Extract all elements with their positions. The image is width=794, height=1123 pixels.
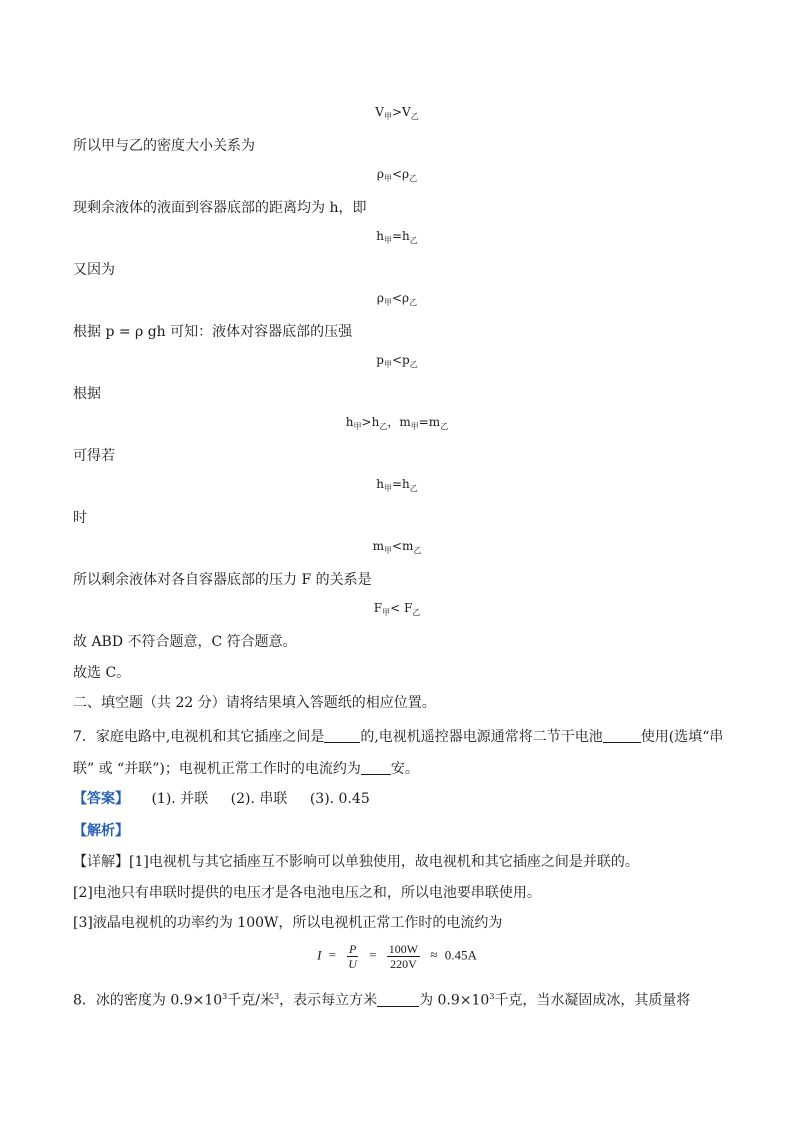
formula-subscript: 乙 <box>440 422 449 431</box>
formula-result: 0.45A <box>444 947 477 963</box>
formula-symbol: F <box>373 601 383 615</box>
answer-item-1: (1). 并联 <box>151 791 209 807</box>
step-formula <box>0 352 794 373</box>
answer-item-3: (3). 0.45 <box>309 791 370 807</box>
formula-symbol: < <box>391 167 403 181</box>
formula-subscript: 乙 <box>409 298 418 307</box>
formula-subscript: 甲 <box>382 608 391 617</box>
formula-symbol: V <box>375 105 384 119</box>
formula-symbol: > <box>391 105 403 119</box>
step-formula <box>0 290 794 311</box>
formula-symbol: F <box>400 601 413 615</box>
formula-symbol: ρ <box>376 291 384 305</box>
formula-subscript: 甲 <box>383 112 392 121</box>
analysis-line <box>73 822 129 840</box>
detail-line-2: [2]电池只有串联时提供的电压才是各电池电压之和，所以电池要串联使用。 <box>73 885 541 901</box>
formula-symbol: m <box>402 539 414 553</box>
formula-approx: ≈ <box>430 947 438 963</box>
formula-symbol: h <box>402 229 410 243</box>
formula-symbol: p <box>402 353 410 367</box>
analysis-tag: 【解析】 <box>73 823 129 839</box>
formula-eq-2: = <box>369 947 377 963</box>
q8-blank-1 <box>377 992 419 1007</box>
step-text: 现剩余液体的液面到容器底部的距离均为 h，即 <box>73 200 367 216</box>
formula-symbol: V <box>402 105 411 119</box>
q8-exp-3: 3 <box>489 992 495 1001</box>
fraction-numerator-1: P <box>348 942 357 956</box>
formula-subscript: 甲 <box>410 422 419 431</box>
formula-lhs: I <box>317 947 322 963</box>
formula-symbol: = <box>391 477 403 491</box>
fraction-denominator-1: U <box>348 957 357 971</box>
detail-text-1: [1]电视机与其它插座互不影响可以单独使用，故电视机和其它插座之间是并联的。 <box>129 854 639 870</box>
q7-text-1: 7．家庭电路中,电视机和其它插座之间是 <box>73 729 325 745</box>
formula-subscript: 甲 <box>383 484 392 493</box>
question-7-line-2 <box>73 760 419 778</box>
step-text: 可得若 <box>73 448 115 464</box>
formula-symbol: m <box>399 415 411 429</box>
answer-line <box>73 790 370 808</box>
formula-subscript: 乙 <box>410 112 419 121</box>
fraction-p-over-u <box>346 942 359 971</box>
step-formula <box>0 600 794 621</box>
q7-text-5: 安。 <box>390 761 419 777</box>
q8-text-5: 千克，当水凝固成冰，其质量将 <box>494 992 691 1009</box>
detail-line-1 <box>73 853 639 871</box>
step-text: 又因为 <box>73 262 115 278</box>
formula-subscript: 甲 <box>383 236 392 245</box>
detail-tag: 【详解】 <box>73 854 129 870</box>
step-text: 时 <box>73 510 87 526</box>
section-heading: 二、填空题（共 22 分）请将结果填入答题纸的相应位置。 <box>73 695 436 711</box>
q7-text-4: 联” 或 “并联”)；电视机正常工作时的电流约为 <box>73 761 361 777</box>
fraction-denominator-2: 220V <box>390 957 417 971</box>
formula-symbol: p <box>376 353 384 367</box>
step-formula <box>0 476 794 497</box>
fraction-numerator-2: 100W <box>388 942 419 956</box>
formula-subscript: 甲 <box>383 174 392 183</box>
formula-symbol: = <box>418 415 429 429</box>
formula-symbol: < <box>390 601 401 615</box>
formula-symbol: ρ <box>402 291 410 305</box>
q8-text-1: 8．冰的密度为 0.9×10 <box>73 992 223 1009</box>
step-text: 根据 p = ρ gh 可知：液体对容器底部的压强 <box>73 324 353 340</box>
formula-subscript: 甲 <box>383 360 392 369</box>
step-text: 故选 C。 <box>73 665 131 681</box>
formula-eq-1: = <box>328 947 337 963</box>
formula-subscript: 甲 <box>353 422 362 431</box>
formula-symbol: > <box>361 415 372 429</box>
current-formula <box>0 942 794 971</box>
q7-text-3: 使用(选填“串 <box>640 729 724 745</box>
q7-blank-2 <box>603 728 641 743</box>
step-formula <box>0 104 794 125</box>
step-formula <box>0 166 794 187</box>
step-text: 根据 <box>73 386 101 402</box>
formula-symbol: h <box>402 477 410 491</box>
detail-line-3: [3]液晶电视机的功率约为 100W，所以电视机正常工作时的电流约为 <box>73 915 503 931</box>
q8-exp-1: 3 <box>222 992 228 1001</box>
step-text: 故 ABD 不符合题意，C 符合题意。 <box>73 634 297 650</box>
formula-subscript: 乙 <box>412 608 421 617</box>
formula-subscript: 乙 <box>409 174 418 183</box>
formula-symbol: < <box>391 539 403 553</box>
formula-symbol: h <box>371 415 380 429</box>
answer-tag: 【答案】 <box>73 791 129 807</box>
formula-symbol: h <box>345 415 354 429</box>
formula-subscript: 甲 <box>383 546 392 555</box>
formula-symbol: h <box>376 477 384 491</box>
formula-subscript: 甲 <box>383 298 392 307</box>
question-8-line-1 <box>73 988 690 1010</box>
step-formula <box>0 228 794 249</box>
formula-subscript: 乙 <box>413 546 422 555</box>
answer-item-2: (2). 串联 <box>230 791 288 807</box>
question-7-line-1 <box>73 728 723 746</box>
formula-symbol: ， <box>387 415 400 429</box>
step-text: 所以剩余液体对各自容器底部的压力 F 的关系是 <box>73 572 372 588</box>
formula-symbol: h <box>376 229 384 243</box>
fraction-values <box>387 942 420 971</box>
step-text: 所以甲与乙的密度大小关系为 <box>73 138 255 154</box>
formula-subscript: 乙 <box>379 422 388 431</box>
q8-text-4: 为 0.9×10 <box>419 992 490 1009</box>
step-formula <box>0 538 794 559</box>
q7-blank-3 <box>361 760 391 775</box>
formula-symbol: m <box>428 415 441 429</box>
step-formula <box>0 414 794 435</box>
formula-subscript: 乙 <box>409 484 418 493</box>
formula-symbol: ρ <box>376 167 384 181</box>
formula-symbol: < <box>391 353 403 367</box>
q7-text-2: 的,电视机遥控器电源通常将二节干电池 <box>360 729 603 745</box>
q8-text-2: 千克/米 <box>227 992 274 1009</box>
formula-symbol: < <box>391 291 403 305</box>
formula-symbol: = <box>391 229 403 243</box>
formula-symbol: ρ <box>402 167 410 181</box>
q7-blank-1 <box>324 728 360 743</box>
formula-subscript: 乙 <box>409 236 418 245</box>
formula-subscript: 乙 <box>409 360 418 369</box>
q8-exp-2: 3 <box>273 992 280 1001</box>
formula-symbol: m <box>372 539 384 553</box>
q8-text-3: ，表示每立方米 <box>279 992 378 1009</box>
